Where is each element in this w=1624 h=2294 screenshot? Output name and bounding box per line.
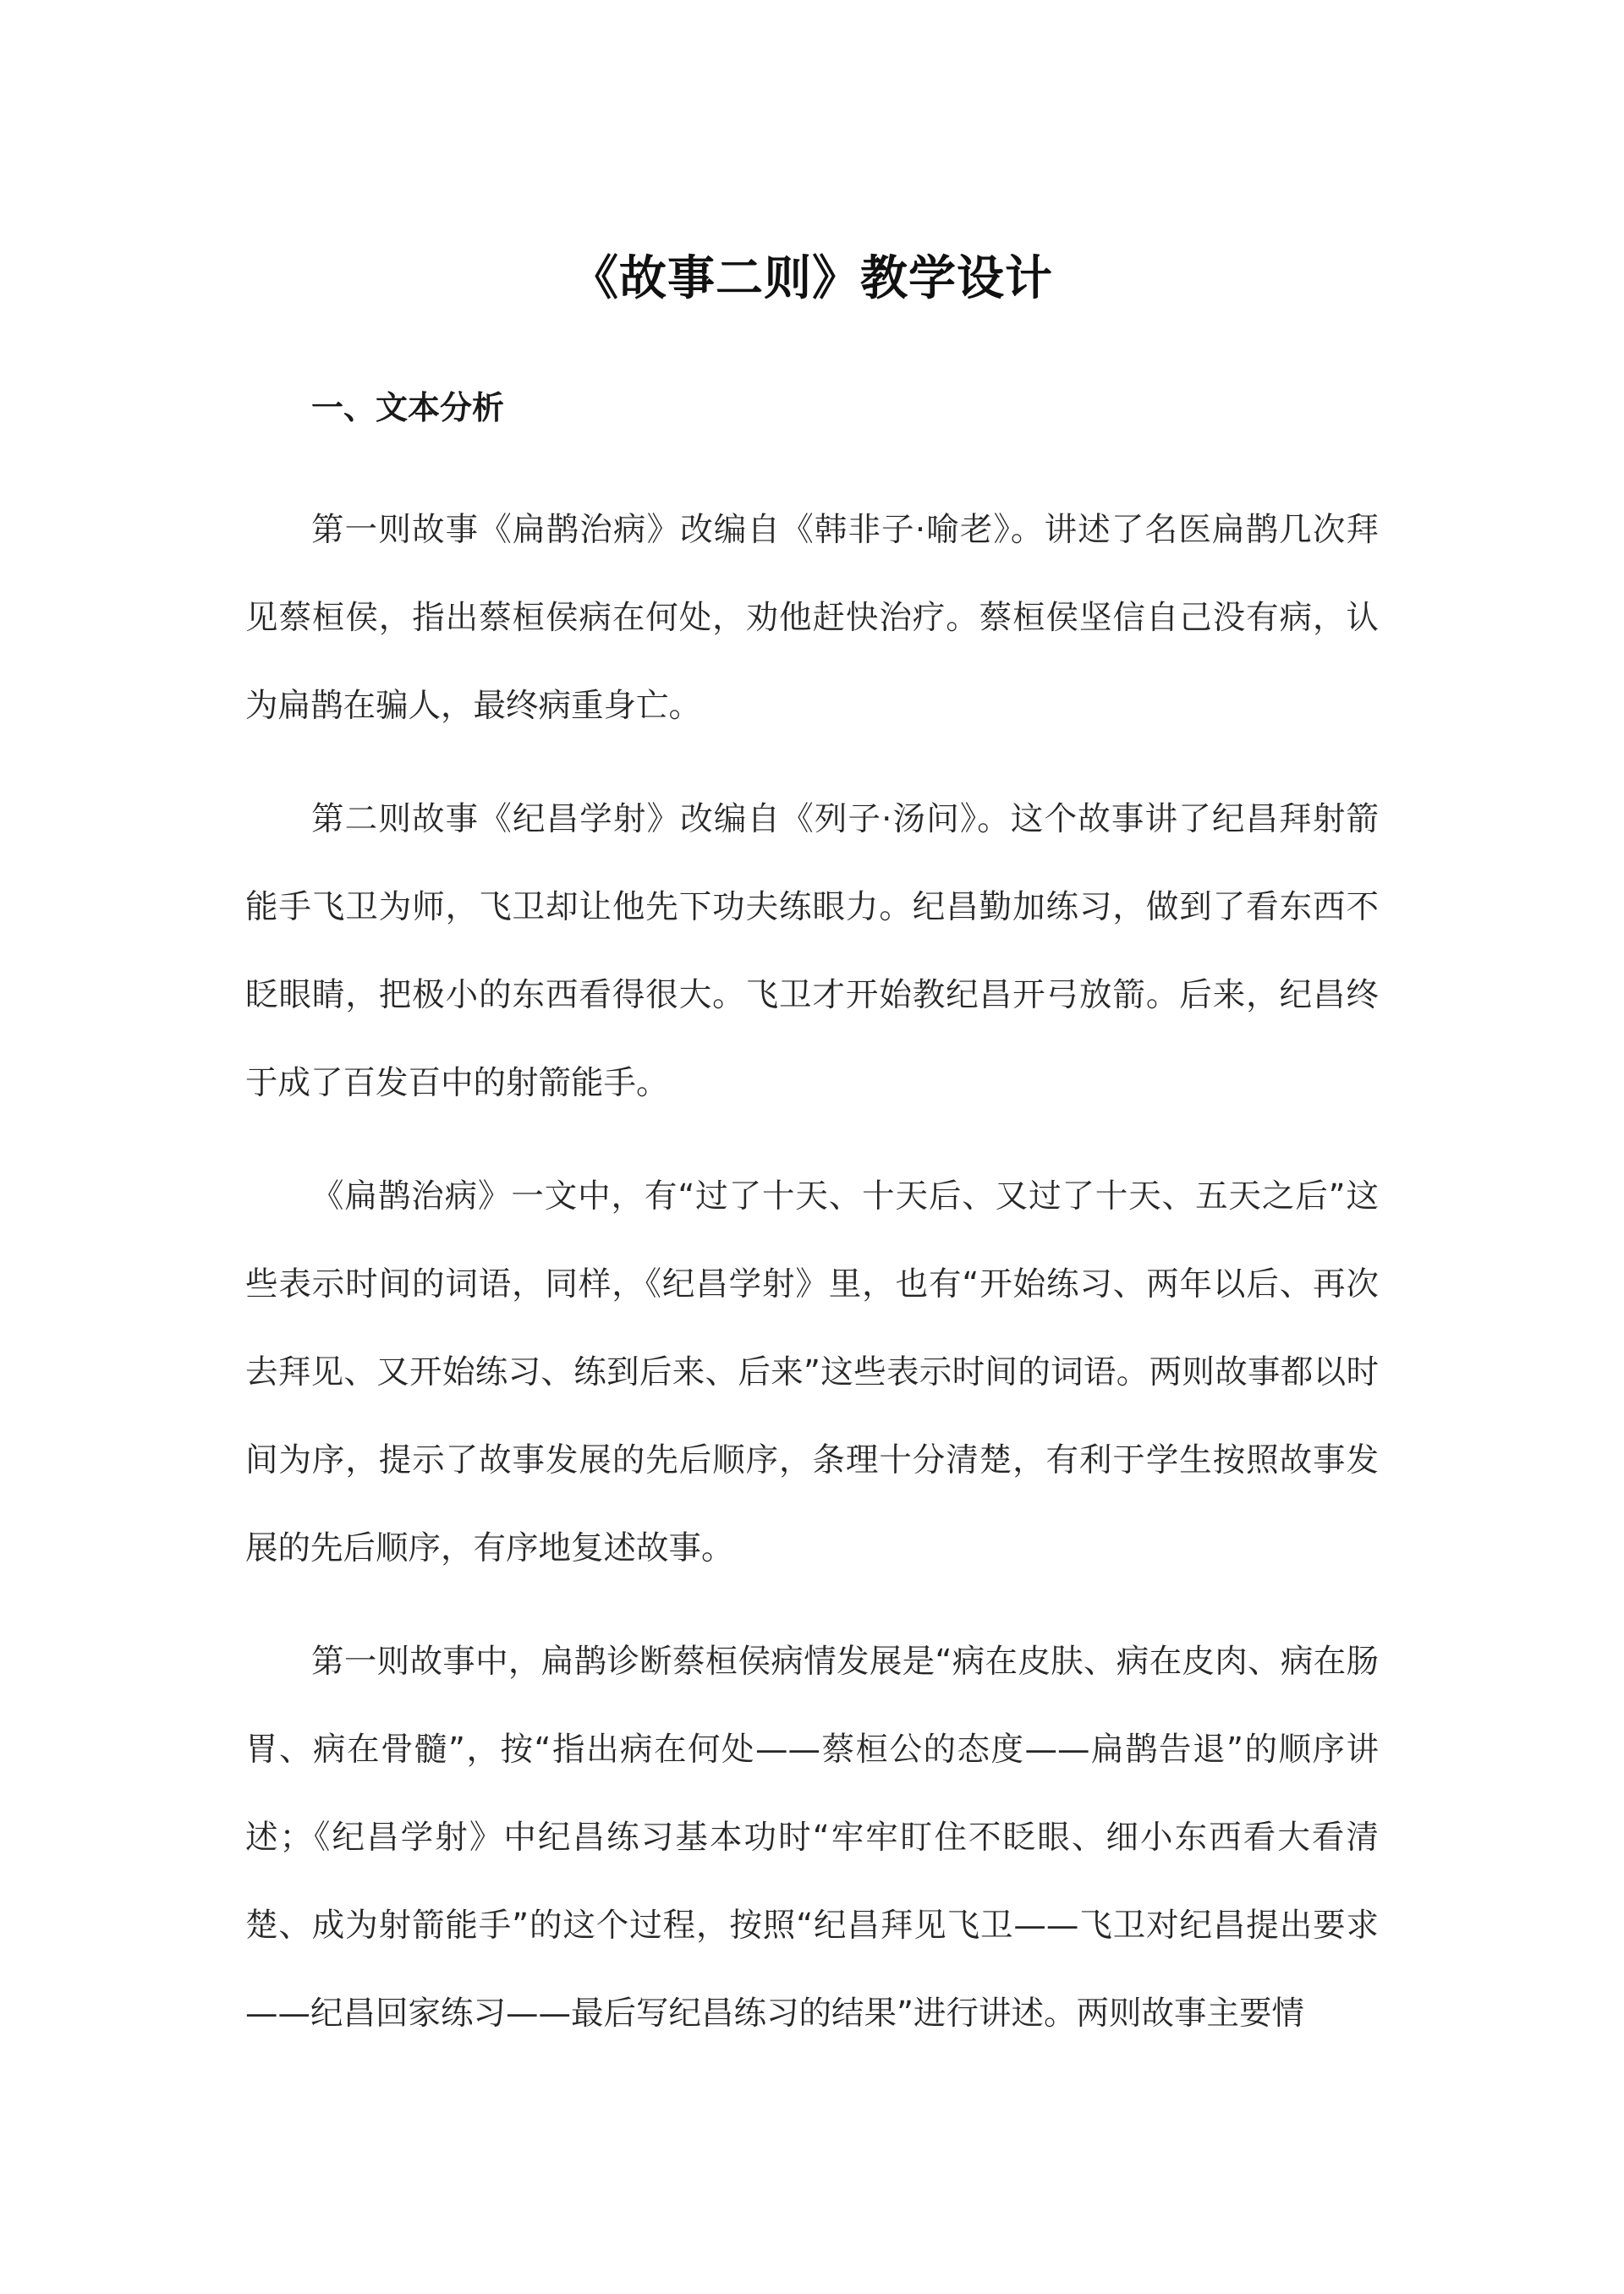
paragraph-bianque: 第一则故事《扁鹊治病》改编自《韩非子·喻老》。讲述了名医扁鹊几次拜见蔡桓侯，指出蔡桓侯病在何处，劝他赶快治疗。蔡桓侯坚信自己没有病，认为扁鹊在骗人，最终病重身亡。 <box>245 511 1379 725</box>
body-text <box>245 486 1379 2083</box>
paragraph-narrative-order: 第一则故事中，扁鹊诊断蔡桓侯病情发展是“病在皮肤、病在皮肉、病在肠胃、病在骨髓”，按“指出病在何处——蔡桓公的态度——扁鹊告退”的顺序讲述；《纪昌学射》中纪昌练习基本功时“牢牢盯住不眨眼、细小东西看大看清楚、成为射箭能手”的这个过程，按照“纪昌拜见飞卫——飞卫对纪昌提出要求——纪昌回家练习——最后写纪昌练习的结果”进行讲述。两则故事主要情 <box>245 1643 1379 2033</box>
paragraph-jichang: 第二则故事《纪昌学射》改编自《列子·汤问》。这个故事讲了纪昌拜射箭能手飞卫为师，飞卫却让他先下功夫练眼力。纪昌勤加练习，做到了看东西不眨眼睛，把极小的东西看得很大。飞卫才开始教纪昌开弓放箭。后来，纪昌终于成了百发百中的射箭能手。 <box>245 800 1379 1102</box>
paragraph-time-sequence: 《扁鹊治病》一文中，有“过了十天、十天后、又过了十天、五天之后”这些表示时间的词语，同样，《纪昌学射》里，也有“开始练习、两年以后、再次去拜见、又开始练习、练到后来、后来”这些表示时间的词语。两则故事都以时间为序，提示了故事发展的先后顺序，条理十分清楚，有利于学生按照故事发展的先后顺序，有序地复述故事。 <box>245 1177 1379 1567</box>
section-heading-text-analysis: 一、文本分析 <box>311 389 505 426</box>
document-title: 《故事二则》教学设计 <box>571 251 1053 306</box>
